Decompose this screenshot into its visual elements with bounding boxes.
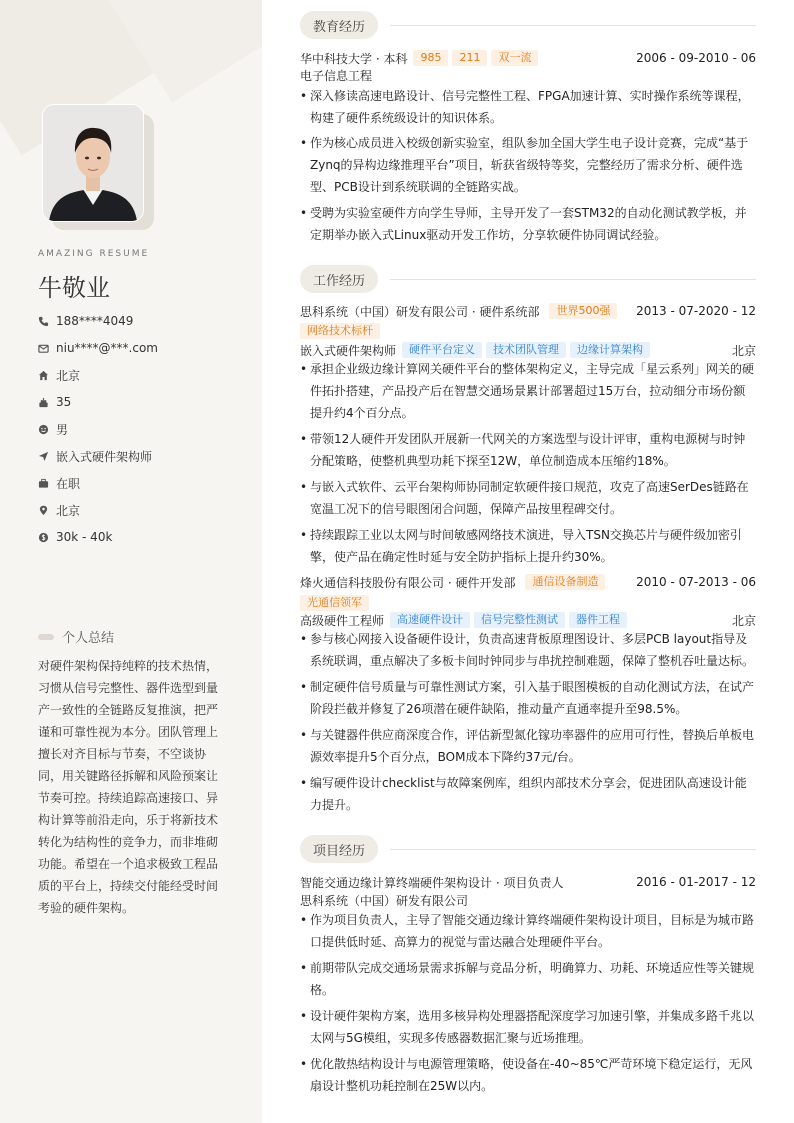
section-title: 项目经历 [300,835,378,863]
info-text: 北京 [56,368,81,383]
home-icon [38,370,49,381]
list-item: • 与嵌入式软件、云平台架构师协同制定软硬件接口规范，攻克了高速SerDes链路在宽温工况下的信号眼图闭合问题，保障产品按里程碑交付。 [300,476,756,520]
tag: 世界500强 [549,303,617,319]
summary-heading [38,627,114,646]
list-item: • 设计硬件架构方案，选用多核异构处理器搭配深度学习加速引擎，并集成多路千兆以太网与5G模组，实现多传感器数据汇聚与近场推理。 [300,1005,756,1049]
avatar [42,104,144,222]
tag: 器件工程 [569,612,627,628]
sidebar [0,0,262,1123]
info-text: 北京 [56,503,81,518]
summary-title: 个人总结 [62,631,115,646]
job-role-row [300,611,756,629]
education-header [300,49,756,67]
tag: 双一流 [491,50,538,66]
period: 2013 - 07-2020 - 12 [636,304,756,318]
tag: 211 [452,50,487,66]
project-org: 思科系统（中国）研发有限公司 [300,893,469,908]
summary-text: 对硬件架构保持纯粹的技术热情，习惯从信号完整性、器件选型到量产一致性的全链路反复推演，把严谨和可靠性视为本分。团队管理上擅长对齐目标与节奏，不空谈协同，用关键路径拆解和风险预案让节奏可控。持续追踪高速接口、异构计算等前沿走向，乐于将新技术转化为结构性的竞争力，而非堆砌功能。希望在一个追求极致工程品质的平台上，持续交付能经受时间考验的硬件架构。 [38,659,219,915]
tag: 技术团队管理 [486,342,566,358]
salary-icon [38,532,49,543]
section-education [300,10,756,40]
period: 2016 - 01-2017 - 12 [636,875,756,889]
list-item: • 前期带队完成交通场景需求拆解与竞品分析，明确算力、功耗、环境适应性等关键规格。 [300,957,756,1001]
section-project [300,834,756,864]
section-divider [390,279,756,280]
tag: 硬件平台定义 [402,342,482,358]
list-item: • 承担企业级边缘计算网关硬件平台的整体架构定义，主导完成「星云系列」网关的硬件拓扑搭建，产品投产后在智慧交通场景累计部署超过15万台，拉动细分市场份额提升约4个百分点。 [300,358,756,424]
period: 2010 - 07-2013 - 06 [636,575,756,589]
info-text: 188****4049 [56,314,134,328]
job-role: 嵌入式硬件架构师 [300,343,397,358]
info-status [38,475,258,491]
company-name: 烽火通信科技股份有限公司 · 硬件开发部 [300,575,516,590]
list-item: • 深入修读高速电路设计、信号完整性工程、FPGA加速计算、实时操作系统等课程，构建了硬件系统级设计的知识体系。 [300,85,756,129]
info-text: 30k - 40k [56,530,113,544]
job-header [300,302,756,320]
list-item: • 受聘为实验室硬件方向学生导师，主导开发了一套STM32的自动化测试教学板，并定期举办嵌入式Linux驱动开发工作坊，分享软硬件协同调试经验。 [300,202,756,246]
list-item: • 制定硬件信号质量与可靠性测试方案，引入基于眼图模板的自动化测试方法，在试产阶段拦截并修复了26项潜在硬件缺陷，推动量产直通率提升至98.5%。 [300,676,756,720]
info-city [38,502,258,518]
period: 2006 - 09-2010 - 06 [636,51,756,65]
briefcase-icon [38,478,49,489]
project-header [300,873,756,891]
project-name: 智能交通边缘计算终端硬件架构设计 · 项目负责人 [300,875,564,890]
tag: 网络技术标杆 [300,323,380,339]
location-pin-icon [38,505,49,516]
section-divider [390,25,756,26]
list-item: • 带领12人硬件开发团队开展新一代网关的方案选型与设计评审，重构电源树与时钟分配策略，使整机典型功耗下探至12W，单位制造成本压缩约18%。 [300,428,756,472]
job-city: 北京 [731,343,756,358]
list-item: • 作为项目负责人，主导了智能交通边缘计算终端硬件架构设计项目，目标是为城市路口提供低时延、高算力的视觉与雷达融合处理硬件平台。 [300,909,756,953]
list-item: • 参与核心网接入设备硬件设计，负责高速背板原理图设计、多层PCB layout指导及系统联调，重点解决了多板卡间时钟同步与串扰控制难题，保障了整机吞吐量达标。 [300,628,756,672]
job-city: 北京 [731,613,756,628]
gender-icon [38,424,49,435]
summary-bar-icon [38,634,54,640]
company-name: 思科系统（中国）研发有限公司 · 硬件系统部 [300,304,540,319]
list-item: • 编写硬件设计checklist与故障案例库，组织内部技术分享会，促进团队高速设计能力提升。 [300,772,756,816]
tag: 通信设备制造 [525,574,605,590]
info-email [38,340,258,356]
send-icon [38,451,49,462]
major: 电子信息工程 [300,68,373,83]
job-role: 高级硬件工程师 [300,613,385,628]
tag: 边缘计算架构 [570,342,650,358]
job-role-row [300,341,756,359]
info-text: 男 [56,422,69,437]
info-text: 在职 [56,476,81,491]
list-item: • 持续跟踪工业以太网与时间敏感网络技术演进，导入TSN交换芯片与硬件级加密引擎，使产品在确定性时延与安全防护指标上提升约30%。 [300,524,756,568]
tag: 985 [413,50,448,66]
section-work [300,264,756,294]
tag: 高速硬件设计 [390,612,470,628]
info-salary [38,529,258,545]
tag: 光通信领军 [300,595,369,611]
cake-icon [38,397,49,408]
section-title: 工作经历 [300,265,378,293]
section-title: 教育经历 [300,11,378,39]
job-tags-row [300,594,756,612]
tag: 信号完整性测试 [474,612,565,628]
info-home [38,367,258,383]
list-item: • 作为核心成员进入校级创新实验室，组队参加全国大学生电子设计竞赛，完成“基于Zynq的异构边缘推理平台”项目，斩获省级特等奖，完整经历了需求分析、硬件选型、PCB设计到系统联调的全链路实战。 [300,132,756,198]
info-age [38,394,258,410]
brand-label: AMAZING RESUME [38,249,150,259]
job-header [300,573,756,591]
info-gender [38,421,258,437]
candidate-name: 牛敬业 [38,274,110,302]
list-item: • 优化散热结构设计与电源管理策略，使设备在-40~85℃严苛环境下稳定运行，无风扇设计整机功耗控制在25W以内。 [300,1053,756,1097]
mail-icon [38,343,49,354]
phone-icon [38,316,49,327]
job-tags-row [300,322,756,340]
section-divider [390,849,756,850]
info-phone [38,313,258,329]
school-name: 华中科技大学 · 本科 [300,51,408,66]
info-position [38,448,258,464]
list-item: • 与关键器件供应商深度合作，评估新型氮化镓功率器件的应用可行性，替换后单板电源效率提升5个百分点，BOM成本下降约37元/台。 [300,724,756,768]
info-text: niu****@***.com [56,341,158,355]
info-text: 嵌入式硬件架构师 [56,449,153,464]
info-text: 35 [56,395,72,409]
